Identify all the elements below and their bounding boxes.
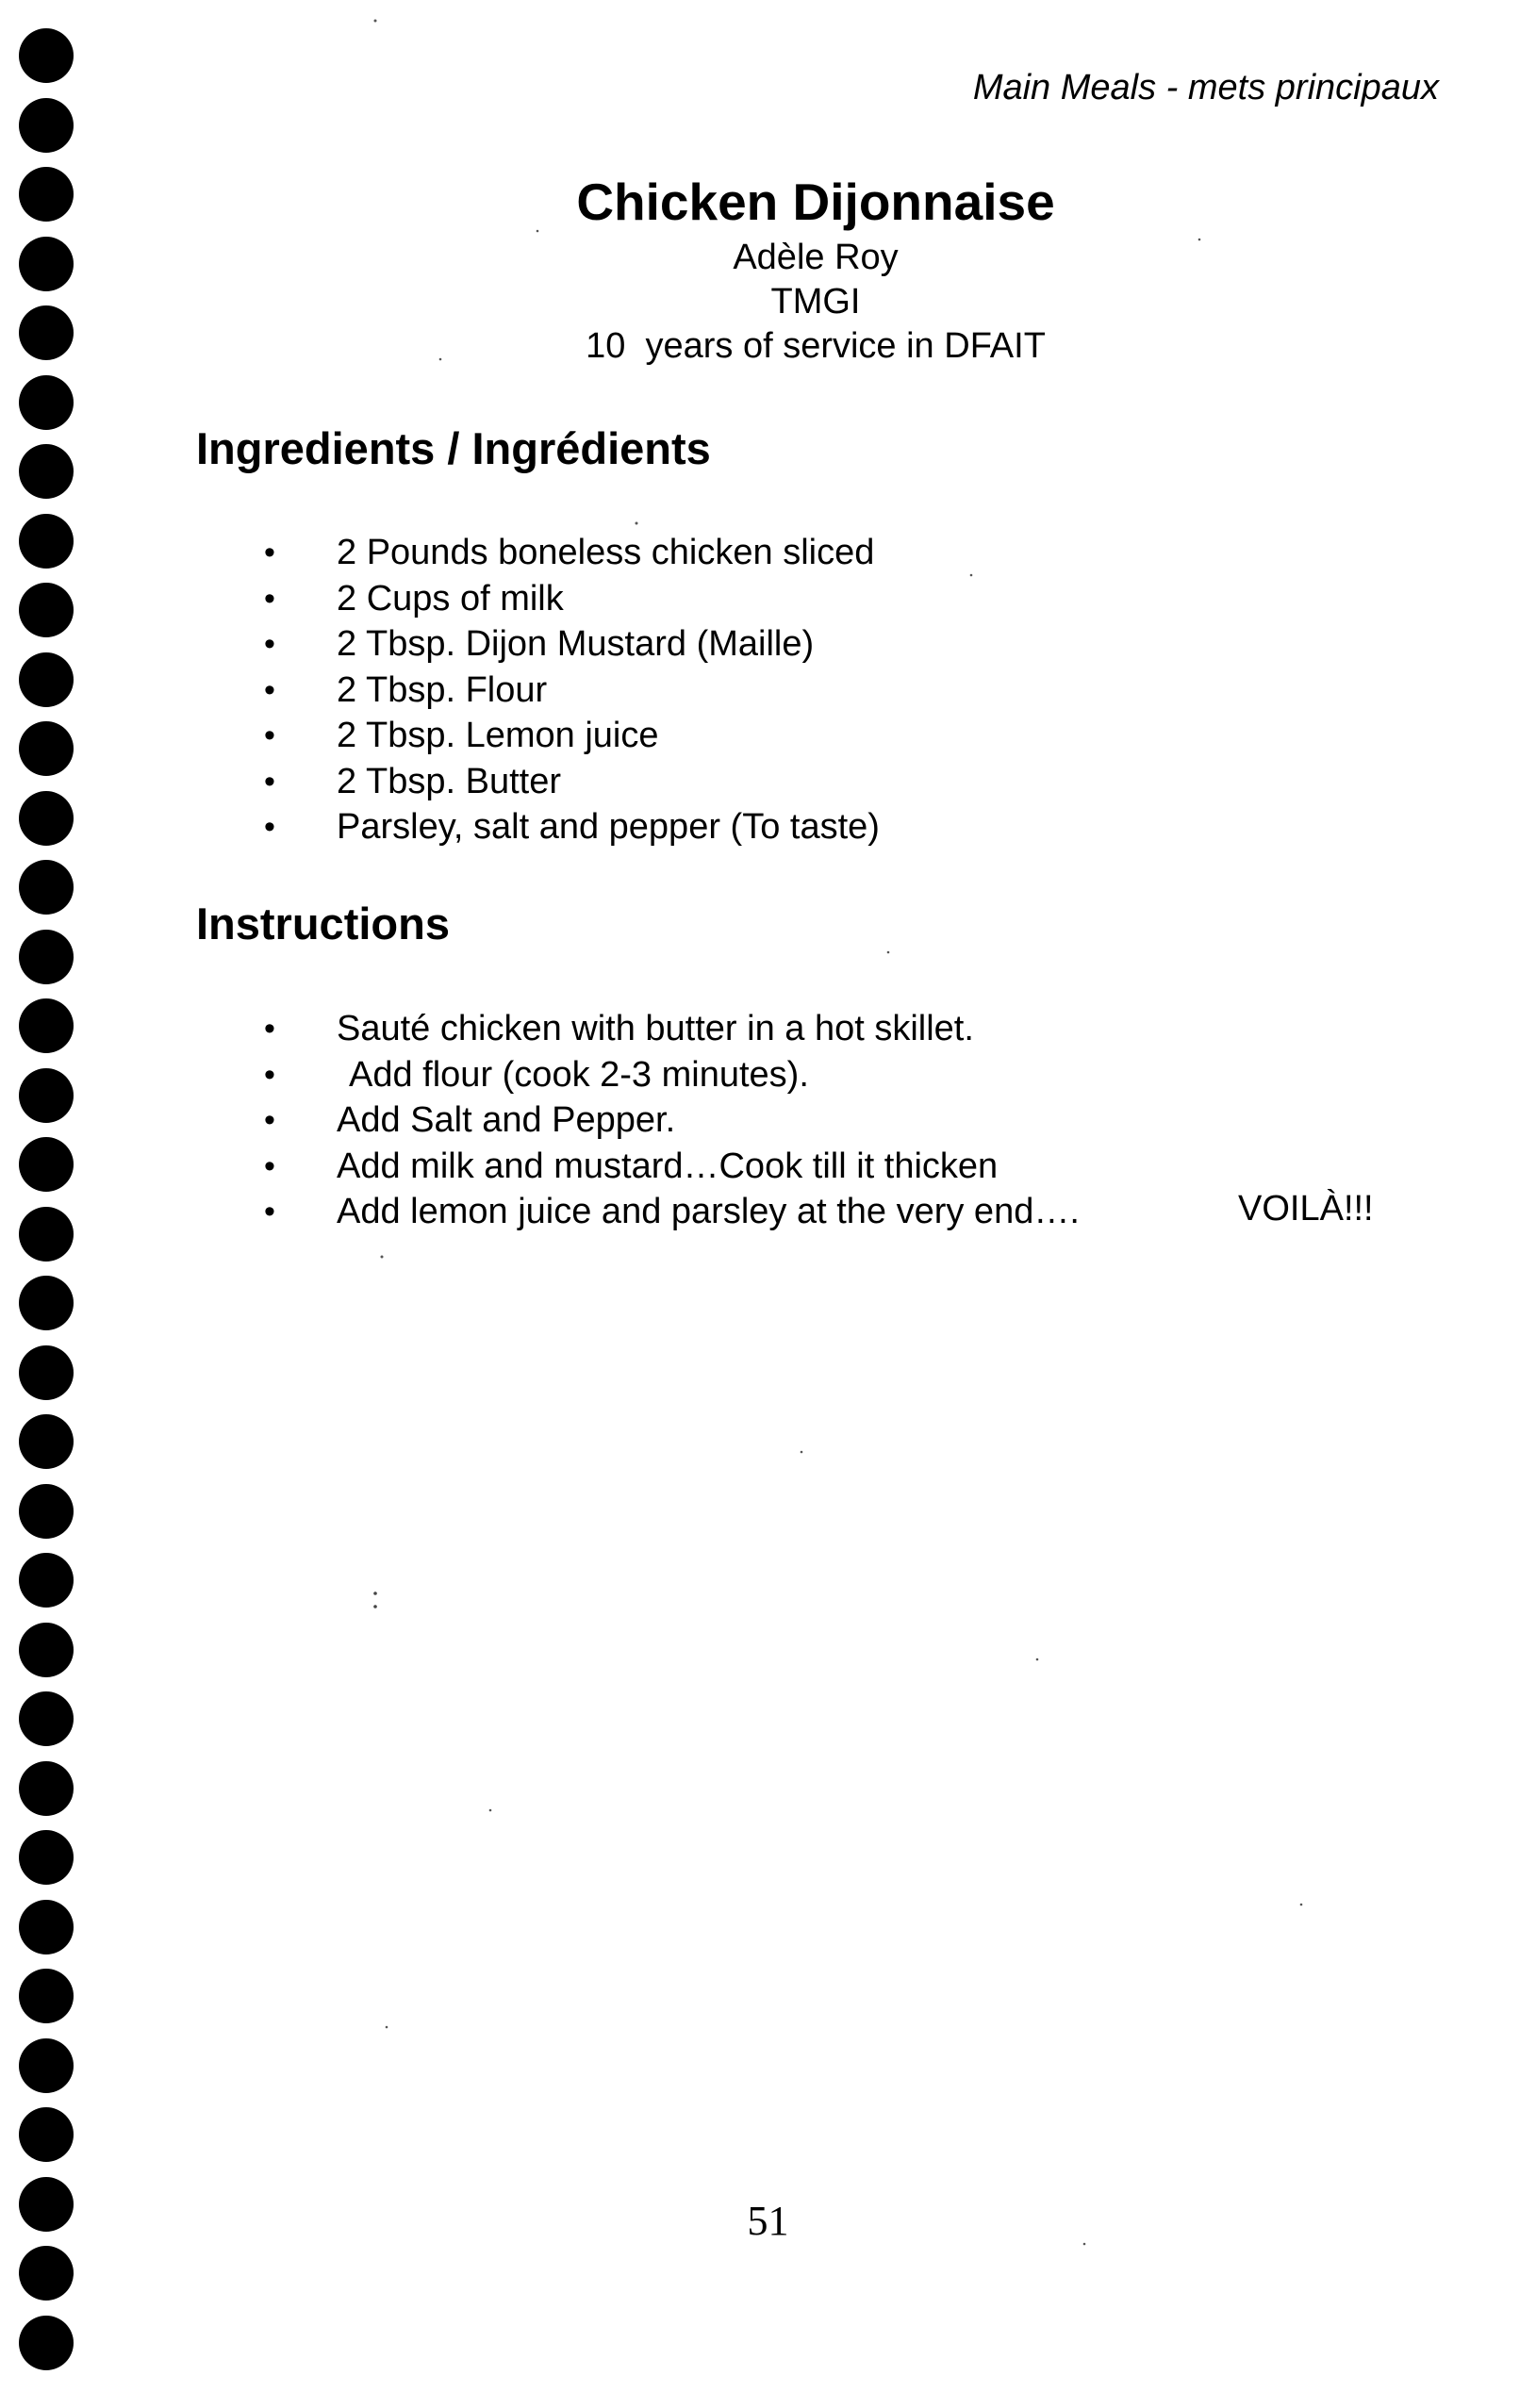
bullet-icon: • (264, 1011, 275, 1047)
scan-speck (489, 1809, 492, 1812)
ingredient-text: Parsley, salt and pepper (To taste) (337, 807, 880, 847)
bullet-icon: • (264, 626, 275, 662)
instruction-text: Add Salt and Pepper. (337, 1100, 676, 1140)
ingredient-text: 2 Cups of milk (337, 578, 564, 618)
service-years: 10 years of service in DFAIT (586, 326, 1046, 366)
scan-speck (374, 20, 377, 23)
closing-exclamation: VOILÀ!!! (1238, 1189, 1374, 1229)
recipe-author: Adèle Roy (733, 238, 899, 277)
instructions-heading: Instructions (196, 899, 450, 948)
ingredient-text: 2 Tbsp. Flour (337, 669, 548, 710)
instruction-text: Add milk and mustard…Cook till it thicken (337, 1146, 999, 1186)
scan-speck (887, 951, 890, 954)
scan-speck (1300, 1904, 1303, 1906)
ingredient-text: 2 Tbsp. Lemon juice (337, 716, 659, 755)
recipe-title: Chicken Dijonnaise (576, 173, 1055, 231)
bullet-icon: • (264, 1056, 275, 1093)
bullet-icon: • (264, 580, 275, 617)
instruction-text: Add lemon juice and parsley at the very end…. (337, 1192, 1080, 1231)
bullet-icon: • (264, 763, 275, 800)
bullet-icon: • (264, 671, 275, 708)
page-number: 51 (747, 2198, 789, 2244)
scan-speck (636, 522, 638, 525)
bullet-icon: • (264, 535, 275, 570)
bullet-icon: • (264, 1194, 275, 1229)
section-label: Main Meals - mets principaux (972, 68, 1439, 107)
scan-speck (373, 1592, 377, 1595)
ingredient-text: 2 Tbsp. Dijon Mustard (Maille) (337, 624, 815, 664)
bullet-icon: • (264, 717, 275, 753)
scan-speck (970, 574, 973, 577)
scan-speck (1036, 1658, 1039, 1661)
bullet-icon: • (264, 1102, 275, 1138)
scan-speck (373, 1605, 377, 1608)
scan-speck (1083, 2243, 1086, 2246)
ingredient-text: 2 Pounds boneless chicken sliced (337, 533, 875, 572)
scan-speck (439, 358, 442, 361)
author-unit: TMGI (770, 282, 861, 322)
scan-speck (537, 230, 539, 233)
scan-speck (381, 1256, 384, 1259)
scan-speck (801, 1451, 803, 1454)
ingredient-text: 2 Tbsp. Butter (337, 761, 561, 801)
instruction-text: Sauté chicken with butter in a hot skillet. (337, 1009, 974, 1048)
scan-speck (386, 2026, 388, 2029)
bullet-icon: • (264, 1147, 275, 1184)
bullet-icon: • (264, 809, 275, 845)
ingredients-heading: Ingredients / Ingrédients (196, 423, 711, 473)
instruction-text: Add flour (cook 2-3 minutes). (349, 1054, 809, 1095)
scan-speck (1198, 239, 1201, 241)
